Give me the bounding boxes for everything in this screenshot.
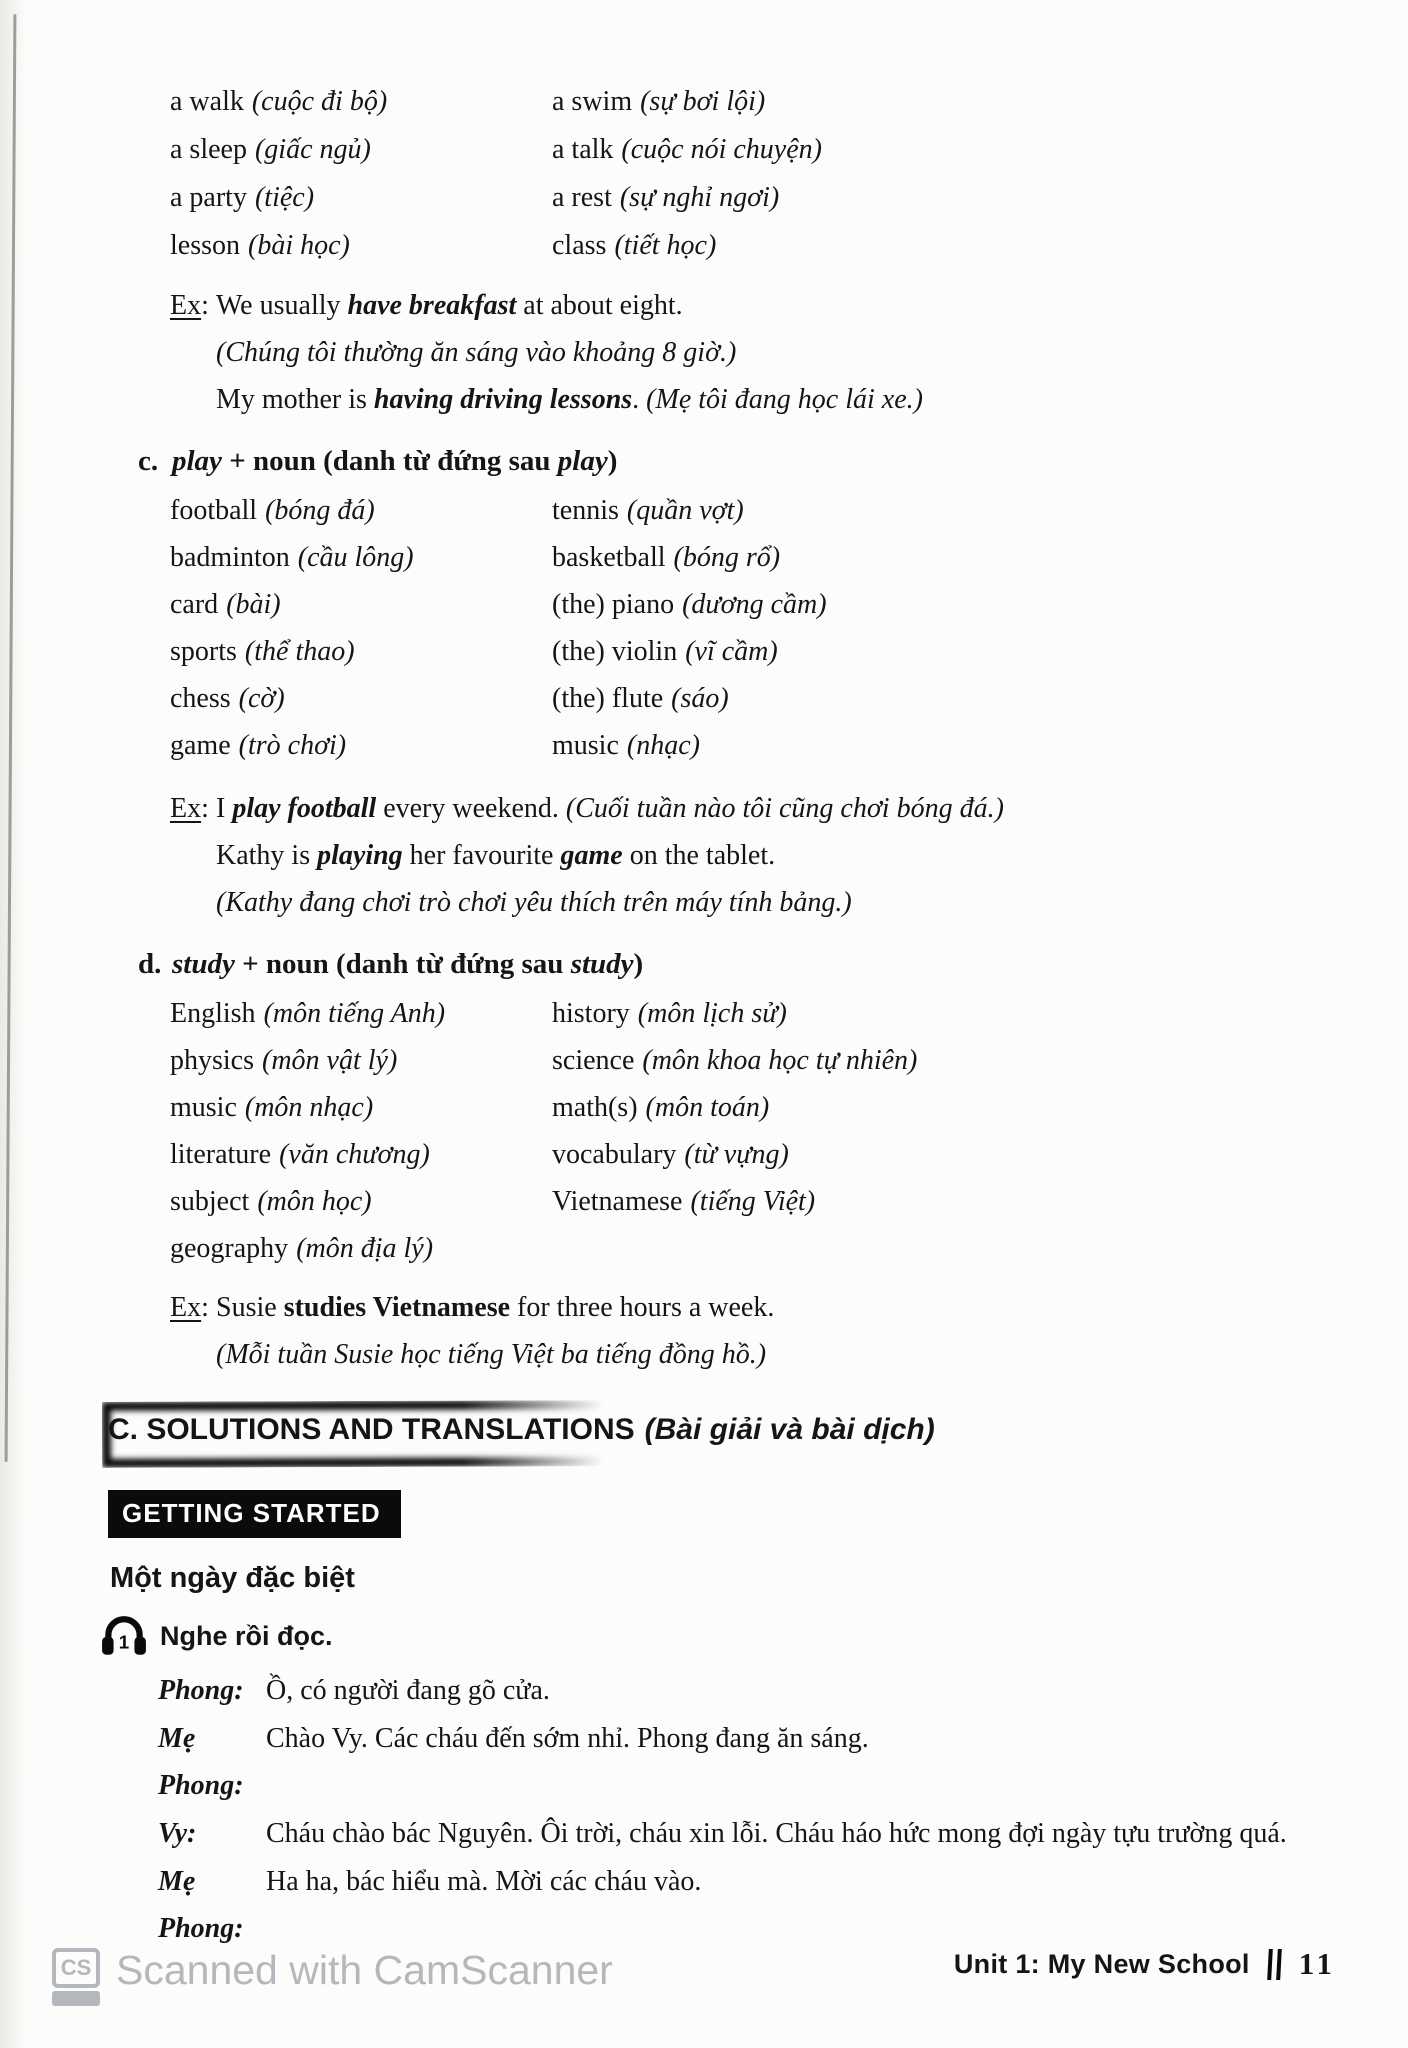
vocab-translation: (sáo) xyxy=(671,683,729,714)
lesson-title: Một ngày đặc biệt xyxy=(110,1562,355,1594)
vocab-translation: (quần vợt) xyxy=(626,495,744,526)
vocab-word: a rest xyxy=(552,182,612,213)
vocab-item xyxy=(552,222,1408,270)
speaker-line: Chào Vy. Các cháu đến sớm nhỉ. Phong đang ăn sáng. xyxy=(266,1723,869,1754)
page-footer xyxy=(954,1946,1336,1982)
vocab-translation: (văn chương) xyxy=(279,1139,430,1170)
vocab-item xyxy=(552,990,1408,1037)
section-letter: d. xyxy=(138,948,162,980)
vocab-word: game xyxy=(170,730,231,761)
vocab-word: class xyxy=(552,230,607,261)
vocab-word: chess xyxy=(170,683,231,714)
speaker-name: Mẹ Phong: xyxy=(158,1723,244,1801)
vocab-translation: (cầu lông) xyxy=(297,542,414,573)
dialogue-row xyxy=(158,1715,1343,1809)
example-translation: (Mỗi tuần Susie học tiếng Việt ba tiếng đồng hồ.) xyxy=(216,1339,767,1370)
vocab-translation: (bài học) xyxy=(248,230,350,261)
vocab-word: badminton xyxy=(170,542,290,573)
example-label: Ex: xyxy=(170,1292,209,1323)
vocab-translation: (môn học) xyxy=(257,1186,372,1217)
vocab-item xyxy=(170,1084,552,1131)
vocab-word: math(s) xyxy=(552,1092,638,1123)
section-d-heading xyxy=(138,940,1408,988)
vocab-word: a talk xyxy=(552,134,614,165)
camscanner-logo xyxy=(52,1948,100,2006)
example-block-play xyxy=(170,785,1408,926)
vocab-translation: (cuộc đi bộ) xyxy=(251,86,388,117)
vocab-translation: (thể thao) xyxy=(244,636,355,667)
vocab-column-left xyxy=(170,487,552,769)
vocab-item xyxy=(170,1131,552,1178)
vocab-translation: (trò chơi) xyxy=(238,730,347,761)
vocab-translation: (sự bơi lội) xyxy=(640,86,766,117)
dialogue xyxy=(158,1667,1343,1952)
vocab-item xyxy=(170,222,552,270)
vocab-translation: (môn lịch sử) xyxy=(637,998,787,1029)
vocab-word: a swim xyxy=(552,86,633,117)
vocab-column-right xyxy=(552,78,1408,270)
vocab-translation: (tiết học) xyxy=(614,230,717,261)
watermark-text: Scanned with CamScanner xyxy=(116,1947,613,1993)
unit-label: Unit 1: My New School xyxy=(953,1948,1250,1979)
example-block-have xyxy=(170,282,1408,423)
vocab-item xyxy=(170,1178,552,1225)
vocab-item xyxy=(170,174,552,222)
vocab-item xyxy=(170,1037,552,1084)
vocab-translation: (cuộc nói chuyện) xyxy=(621,134,822,165)
vocab-item xyxy=(170,126,552,174)
vocab-word: a sleep xyxy=(170,134,247,165)
example-sentence: My mother is having driving lessons. (Mẹ tôi đang học lái xe.) xyxy=(216,384,923,415)
vocab-column-left xyxy=(170,78,552,270)
vocab-item xyxy=(170,675,552,722)
speaker-name: Vy: xyxy=(158,1818,197,1849)
vocab-word: lesson xyxy=(170,230,240,261)
example-sentence: Kathy is playing her favourite game on the tablet. xyxy=(216,840,776,871)
example-translation: (Kathy đang chơi trò chơi yêu thích trên máy tính bảng.) xyxy=(216,887,852,918)
speaker-line: Cháu chào bác Nguyên. Ôi trời, cháu xin lỗi. Cháu háo hức mong đợi ngày tựu trường quá. xyxy=(266,1818,1287,1849)
dialogue-row xyxy=(158,1667,1343,1714)
vocab-word: Vietnamese xyxy=(552,1186,683,1217)
vocab-item xyxy=(552,78,1408,126)
vocab-item xyxy=(552,722,1408,769)
vocab-item xyxy=(552,628,1408,675)
vocab-word: sports xyxy=(170,636,237,667)
vocab-word: tennis xyxy=(552,495,619,526)
double-bar-divider xyxy=(1267,1949,1282,1980)
vocab-item xyxy=(170,581,552,628)
vocab-item xyxy=(552,1131,1408,1178)
example-label: Ex: xyxy=(170,290,209,321)
vocab-column-left xyxy=(170,990,552,1272)
play-noun-vocab-list xyxy=(170,487,1408,769)
vocab-item xyxy=(552,581,1408,628)
vocab-translation: (môn vật lý) xyxy=(262,1045,398,1076)
vocab-column-right xyxy=(552,487,1408,769)
listening-task-heading xyxy=(100,1615,1408,1657)
headphones-icon xyxy=(100,1615,148,1657)
vocab-translation: (môn khoa học tự nhiên) xyxy=(642,1045,918,1076)
task-number: 1 xyxy=(118,1631,130,1653)
vocab-item xyxy=(170,487,552,534)
vocab-word: literature xyxy=(170,1139,272,1170)
vocab-item xyxy=(552,174,1408,222)
vocab-word: music xyxy=(552,730,619,761)
vocab-word: (the) flute xyxy=(552,683,664,714)
vocab-item xyxy=(552,1084,1408,1131)
section-letter: c. xyxy=(138,445,159,477)
section-title: play + noun (danh từ đứng sau play) xyxy=(172,445,618,477)
vocab-item xyxy=(552,1037,1408,1084)
vocab-translation: (bài) xyxy=(226,589,281,620)
vocab-translation: (môn nhạc) xyxy=(244,1092,374,1123)
vocab-item xyxy=(552,675,1408,722)
vocab-item xyxy=(170,990,552,1037)
vocab-word: English xyxy=(170,998,256,1029)
dialogue-row xyxy=(158,1858,1343,1952)
task-label: Nghe rồi đọc. xyxy=(160,1620,333,1651)
vocab-column-right xyxy=(552,990,1408,1272)
page-number: 11 xyxy=(1298,1946,1336,1981)
vocab-translation: (dương cầm) xyxy=(682,589,827,620)
vocab-word: music xyxy=(170,1092,237,1123)
study-noun-vocab-list xyxy=(170,990,1408,1272)
vocab-word: subject xyxy=(170,1186,250,1217)
example-block-study xyxy=(170,1284,1408,1378)
section-title: study + noun (danh từ đứng sau study) xyxy=(172,948,644,980)
section-c-heading xyxy=(138,437,1408,485)
vocab-word: a walk xyxy=(170,86,244,117)
vocab-translation: (môn toán) xyxy=(645,1092,770,1123)
vocab-translation: (tiệc) xyxy=(254,182,315,213)
vocab-word: physics xyxy=(170,1045,254,1076)
solutions-section-heading xyxy=(108,1404,1408,1456)
example-sentence: I play football every weekend. (Cuối tuần nào tôi cũng chơi bóng đá.) xyxy=(216,793,1004,824)
solutions-subtitle: (Bài giải và bài dịch) xyxy=(644,1413,935,1446)
vocab-word: football xyxy=(170,495,258,526)
have-noun-vocab-list xyxy=(170,78,1408,270)
camscanner-logo-tab xyxy=(52,1991,100,2006)
camscanner-logo-letters: CS xyxy=(52,1948,100,1988)
vocab-item xyxy=(552,534,1408,581)
speaker-name: Phong: xyxy=(158,1675,244,1706)
vocab-translation: (cờ) xyxy=(238,683,285,714)
vocab-translation: (từ vựng) xyxy=(684,1139,789,1170)
vocab-word: a party xyxy=(170,182,247,213)
vocab-translation: (giấc ngủ) xyxy=(254,134,371,165)
dialogue-row xyxy=(158,1810,1343,1857)
speaker-name: Mẹ Phong: xyxy=(158,1866,244,1944)
vocab-item xyxy=(552,487,1408,534)
vocab-translation: (vĩ cầm) xyxy=(685,636,778,667)
vocab-translation: (sự nghỉ ngơi) xyxy=(619,182,780,213)
example-sentence: We usually have breakfast at about eight. xyxy=(216,290,683,321)
vocab-word: geography xyxy=(170,1233,289,1264)
camscanner-watermark xyxy=(52,1948,613,2006)
vocab-item xyxy=(170,722,552,769)
solutions-title: C. SOLUTIONS AND TRANSLATIONS xyxy=(108,1413,635,1446)
vocab-translation: (tiếng Việt) xyxy=(690,1186,816,1217)
vocab-item xyxy=(170,534,552,581)
speaker-line: Ha ha, bác hiểu mà. Mời các cháu vào. xyxy=(266,1866,702,1897)
vocab-translation: (môn địa lý) xyxy=(296,1233,434,1264)
vocab-item xyxy=(170,1225,552,1272)
example-label: Ex: xyxy=(170,793,209,824)
vocab-item xyxy=(552,126,1408,174)
getting-started-banner: GETTING STARTED xyxy=(108,1490,401,1538)
vocab-word: (the) piano xyxy=(552,589,675,620)
vocab-word: vocabulary xyxy=(552,1139,677,1170)
vocab-word: history xyxy=(552,998,630,1029)
vocab-item xyxy=(170,628,552,675)
example-translation: (Chúng tôi thường ăn sáng vào khoảng 8 giờ.) xyxy=(216,337,737,368)
vocab-word: card xyxy=(170,589,219,620)
vocab-translation: (bóng đá) xyxy=(265,495,375,526)
speaker-line: Ồ, có người đang gõ cửa. xyxy=(266,1675,550,1706)
vocab-word: (the) violin xyxy=(552,636,678,667)
vocab-word: basketball xyxy=(552,542,666,573)
vocab-word: science xyxy=(552,1045,635,1076)
vocab-translation: (nhạc) xyxy=(626,730,700,761)
vocab-translation: (môn tiếng Anh) xyxy=(263,998,446,1029)
vocab-translation: (bóng rổ) xyxy=(673,542,781,573)
vocab-item xyxy=(170,78,552,126)
vocab-item xyxy=(552,1178,1408,1225)
example-sentence: Susie studies Vietnamese for three hours a week. xyxy=(216,1292,775,1323)
